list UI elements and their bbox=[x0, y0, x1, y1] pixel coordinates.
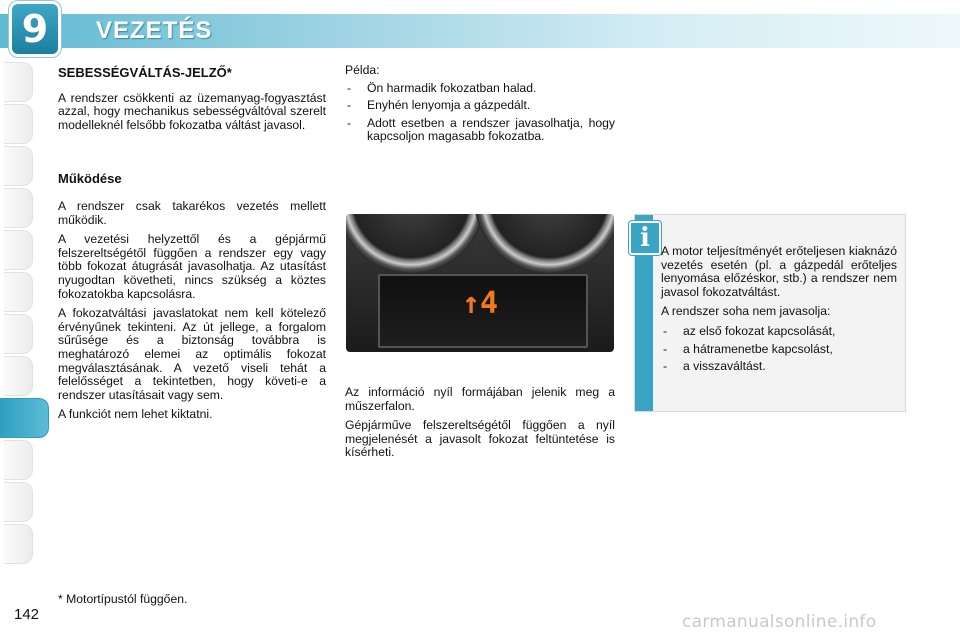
body-paragraph: A vezetési helyzettől és a gépjármű felszereltségétől függően a rendszer egy vagy több fokozat átugrását javasolhatja. Az utasítást nyugodtan követheti, nincs szükség a köztes fokozatokba kapcsolásra. bbox=[58, 232, 326, 301]
chapter-tab-active[interactable] bbox=[0, 398, 49, 438]
list-item: - az első fokozat kapcsolását, bbox=[661, 325, 897, 339]
chapter-tab[interactable] bbox=[4, 146, 33, 186]
info-list bbox=[661, 325, 897, 374]
display-screen bbox=[378, 274, 588, 348]
body-paragraph: A fokozatváltási javaslatokat nem kell kötelező érvényűnek tekinteni. Az út jellege, a forgalom sűrűsége és a biztonság továbbra is meghatározó elemei az optimális fokozat megválasztásának. A vezető viseli tehát a felelősséget a tekintetben, hogy követi-e a rendszer utasításait vagy sem. bbox=[58, 306, 326, 402]
page-number: 142 bbox=[14, 606, 40, 623]
middle-bottom-column bbox=[345, 386, 615, 466]
list-item: - a visszaváltást. bbox=[661, 360, 897, 374]
info-icon: i bbox=[629, 221, 661, 255]
instrument-panel-image bbox=[346, 214, 614, 352]
chapter-tab[interactable] bbox=[4, 104, 33, 144]
chapter-tab[interactable] bbox=[4, 62, 33, 102]
chapter-tab[interactable] bbox=[4, 524, 33, 564]
watermark: carmanualsonline.info bbox=[682, 612, 877, 632]
chapter-tab[interactable] bbox=[4, 230, 33, 270]
gauge-ring bbox=[474, 214, 614, 274]
list-item: - a hátramenetbe kapcsolást, bbox=[661, 343, 897, 357]
info-paragraph: A motor teljesítményét erőteljesen kiaknázó vezetés esetén (pl. a gázpedál erőteljes lenyomása előzéskor, stb.) a rendszer nem javasol fokozatváltást. bbox=[661, 244, 897, 299]
chapter-tabs bbox=[0, 62, 36, 574]
body-paragraph: Az információ nyíl formájában jelenik meg a műszerfalon. bbox=[345, 385, 615, 413]
chapter-tab[interactable] bbox=[4, 272, 33, 312]
chapter-title: VEZETÉS bbox=[96, 17, 213, 44]
chapter-number-badge: 9 bbox=[12, 4, 58, 54]
chapter-tab[interactable] bbox=[4, 188, 33, 228]
intro-paragraph: A rendszer csökkenti az üzemanyag-fogyasztást azzal, hogy mechanikus sebességváltóval szerelt modelleknél felsőbb fokozatba váltást javasol. bbox=[58, 90, 326, 132]
gear-shift-indicator: ↑4 bbox=[462, 286, 499, 321]
body-paragraph: A rendszer csak takarékos vezetés mellett működik. bbox=[58, 198, 326, 227]
info-text bbox=[661, 245, 897, 378]
body-paragraph: Gépjárműve felszereltségétől függően a nyíl megjelenését a javasolt fokozat feltüntetése is kísérheti. bbox=[345, 418, 615, 460]
info-paragraph: A rendszer soha nem javasolja: bbox=[661, 304, 831, 319]
subsection-heading: Működése bbox=[58, 171, 122, 187]
chapter-tab[interactable] bbox=[4, 440, 33, 480]
footnote: * Motortípustól függően. bbox=[58, 592, 188, 606]
list-item: - Ön harmadik fokozatban halad. bbox=[345, 82, 615, 96]
chapter-tab[interactable] bbox=[4, 482, 33, 522]
gauge-ring bbox=[346, 214, 486, 274]
list-item: - Enyhén lenyomja a gázpedált. bbox=[345, 99, 615, 113]
page-header bbox=[0, 0, 960, 60]
example-list bbox=[345, 82, 615, 144]
body-paragraph: A funkciót nem lehet kiktatni. bbox=[58, 407, 213, 422]
list-item: - Adott esetben a rendszer javasolhatja, hogy kapcsoljon magasabb fokozatba. bbox=[345, 117, 615, 144]
chapter-tab[interactable] bbox=[4, 314, 33, 354]
chapter-tab[interactable] bbox=[4, 356, 33, 396]
middle-top-column bbox=[345, 64, 615, 148]
info-box bbox=[634, 214, 906, 412]
example-label: Példa: bbox=[345, 63, 380, 77]
left-column bbox=[58, 66, 326, 428]
section-heading: SEBESSÉGVÁLTÁS-JELZŐ* bbox=[58, 65, 232, 80]
